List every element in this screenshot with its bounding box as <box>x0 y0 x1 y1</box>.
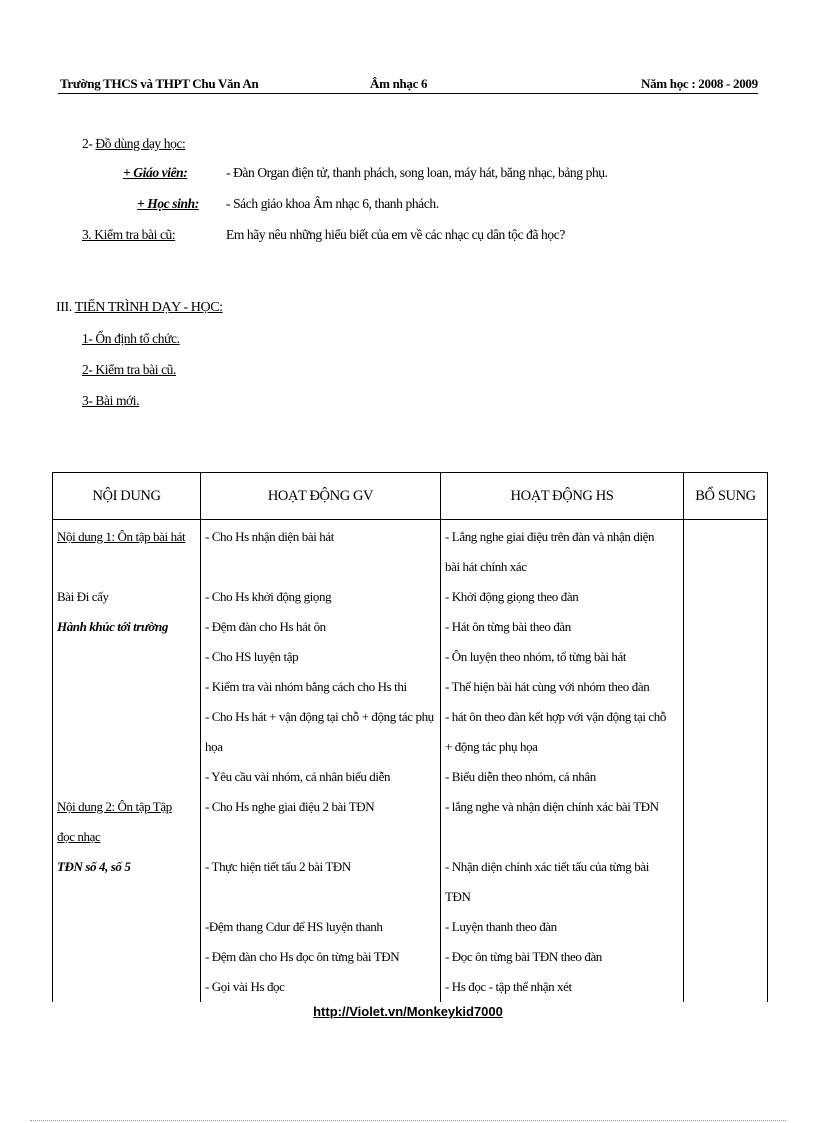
student-activity: bài hát chính xác <box>441 552 684 582</box>
supplement-cell <box>684 732 768 762</box>
supplement-cell <box>684 582 768 612</box>
section3-text: Em hãy nêu những hiểu biết của em về các nhạc cụ dân tộc đã học? <box>226 227 565 242</box>
table-row <box>53 582 768 612</box>
student-activity: - Đọc ôn từng bài TĐN theo đàn <box>441 942 684 972</box>
table-row <box>53 672 768 702</box>
header-year: Năm học : 2008 - 2009 <box>641 76 758 91</box>
supplement-cell <box>684 912 768 942</box>
table-row <box>53 612 768 642</box>
section-iii-heading <box>56 300 223 316</box>
supplement-cell <box>684 822 768 852</box>
teacher-activity: - Gọi vài Hs đọc <box>201 972 441 1002</box>
table-row <box>53 972 768 1002</box>
content-title-1: Nội dung 1: Ôn tập bài hát <box>57 529 186 544</box>
teacher-activity: - Kiểm tra vài nhóm bằng cách cho Hs thi <box>201 672 441 702</box>
table-row <box>53 822 768 852</box>
supplement-cell <box>684 972 768 1002</box>
table-row <box>53 642 768 672</box>
teacher-activity: - Cho HS luyện tập <box>201 642 441 672</box>
content-cell <box>53 822 201 852</box>
supplement-cell <box>684 852 768 882</box>
student-activity: - Nhận diện chính xác tiết tấu của từng bài <box>441 852 684 882</box>
table-row <box>53 732 768 762</box>
section-iii-prefix: III. <box>56 300 75 315</box>
teacher-activity: - Đệm đàn cho Hs hát ôn <box>201 612 441 642</box>
content-title-2-cont: đọc nhạc <box>57 829 101 844</box>
content-cell <box>53 762 201 792</box>
song-title-hanh-khuc: Hành khúc tới trường <box>53 612 201 642</box>
header-school: Trường THCS và THPT Chu Văn An <box>60 76 259 91</box>
header-bo-sung: BỔ SUNG <box>684 473 768 520</box>
table-row <box>53 912 768 942</box>
student-text: - Sách giáo khoa Âm nhạc 6, thanh phách. <box>226 196 439 211</box>
student-activity: - Khởi động giọng theo đàn <box>441 582 684 612</box>
table-row <box>53 852 768 882</box>
section-iii-item-3: 3- Bài mới. <box>82 393 140 408</box>
student-activity: - Luyện thanh theo đàn <box>441 912 684 942</box>
section-iii-item-1: 1- Ổn định tổ chức. <box>82 331 180 346</box>
section-iii-title: TIẾN TRÌNH DẠY - HỌC: <box>74 300 223 315</box>
content-cell <box>53 882 201 912</box>
student-activity: - Ôn luyện theo nhóm, tổ từng bài hát <box>441 642 684 672</box>
page-bottom-divider <box>30 1120 786 1121</box>
table-row <box>53 702 768 732</box>
table-row <box>53 792 768 822</box>
section3-label: 3. Kiểm tra bài cũ: <box>82 227 176 242</box>
teacher-activity: -Đệm thang Cdur để HS luyện thanh <box>201 912 441 942</box>
supplement-cell <box>684 612 768 642</box>
student-label: + Học sinh: <box>137 196 199 211</box>
teacher-activity: - Cho Hs hát + vận động tại chỗ + động tác phụ <box>201 702 441 732</box>
header-hoat-dong-hs: HOẠT ĐỘNG HS <box>441 473 684 520</box>
content-cell <box>53 942 201 972</box>
teacher-activity: - Yêu cầu vài nhóm, cá nhân biểu diễn <box>201 762 441 792</box>
student-activity: - Biểu diễn theo nhóm, cá nhân <box>441 762 684 792</box>
header-noi-dung: NỘI DUNG <box>53 473 201 520</box>
header-divider <box>58 93 758 94</box>
teacher-activity <box>201 882 441 912</box>
student-activity: - Thể hiện bài hát cùng với nhóm theo đàn <box>441 672 684 702</box>
teacher-activity: họa <box>201 732 441 762</box>
section2-prefix: 2- <box>82 136 96 151</box>
table-row <box>53 552 768 582</box>
teacher-activity: - Thực hiện tiết tấu 2 bài TĐN <box>201 852 441 882</box>
teacher-activity: - Đệm đàn cho Hs đọc ôn từng bài TĐN <box>201 942 441 972</box>
student-activity: - hát ôn theo đàn kết hợp với vận động tại chỗ <box>441 702 684 732</box>
supplement-cell <box>684 882 768 912</box>
song-title-di-cay: Bài Đi cấy <box>57 589 109 604</box>
supplement-cell <box>684 702 768 732</box>
footer-link[interactable]: http://Violet.vn/Monkeykid7000 <box>313 1004 503 1019</box>
content-cell <box>53 732 201 762</box>
student-activity <box>441 822 684 852</box>
student-activity: - Hát ôn từng bài theo đàn <box>441 612 684 642</box>
section-iii-item-2: 2- Kiểm tra bài cũ. <box>82 362 176 377</box>
content-cell <box>53 702 201 732</box>
student-activity: - Lắng nghe giai điệu trên đàn và nhận diện <box>441 520 684 553</box>
table-row <box>53 762 768 792</box>
student-activity: + động tác phụ họa <box>441 732 684 762</box>
content-cell <box>53 912 201 942</box>
section2-heading <box>82 136 185 152</box>
table-row <box>53 942 768 972</box>
supplement-cell <box>684 672 768 702</box>
teacher-label: + Giáo viên: <box>123 165 188 180</box>
supplement-cell <box>684 942 768 972</box>
student-activity: TĐN <box>441 882 684 912</box>
table-header-row <box>53 473 768 520</box>
section2-title: Đồ dùng dạy học: <box>95 136 186 151</box>
supplement-cell <box>684 762 768 792</box>
header-hoat-dong-gv: HOẠT ĐỘNG GV <box>201 473 441 520</box>
teacher-activity <box>201 822 441 852</box>
supplement-cell <box>684 520 768 553</box>
tdn-title: TĐN số 4, số 5 <box>53 852 201 882</box>
supplement-cell <box>684 552 768 582</box>
student-activity: - lắng nghe và nhận diện chính xác bài TĐN <box>441 792 684 822</box>
teacher-activity: - Cho Hs nhận diện bài hát <box>201 520 441 553</box>
teacher-text: - Đàn Organ điện tử, thanh phách, song loan, máy hát, băng nhạc, bảng phụ. <box>226 165 608 180</box>
content-cell <box>53 520 201 553</box>
table-row <box>53 520 768 553</box>
teacher-activity <box>201 552 441 582</box>
header-subject: Âm nhạc 6 <box>370 76 428 91</box>
lesson-table <box>52 472 768 1002</box>
student-activity: - Hs đọc - tập thể nhận xét <box>441 972 684 1002</box>
teacher-activity: - Cho Hs nghe giai điệu 2 bài TĐN <box>201 792 441 822</box>
content-cell <box>53 552 201 582</box>
table-row <box>53 882 768 912</box>
content-title-2: Nội dung 2: Ôn tập Tập <box>57 799 172 814</box>
content-cell <box>53 642 201 672</box>
supplement-cell <box>684 792 768 822</box>
content-cell <box>53 972 201 1002</box>
content-cell <box>53 672 201 702</box>
teacher-activity: - Cho Hs khởi động giọng <box>201 582 441 612</box>
supplement-cell <box>684 642 768 672</box>
content-cell <box>53 792 201 822</box>
content-cell <box>53 582 201 612</box>
